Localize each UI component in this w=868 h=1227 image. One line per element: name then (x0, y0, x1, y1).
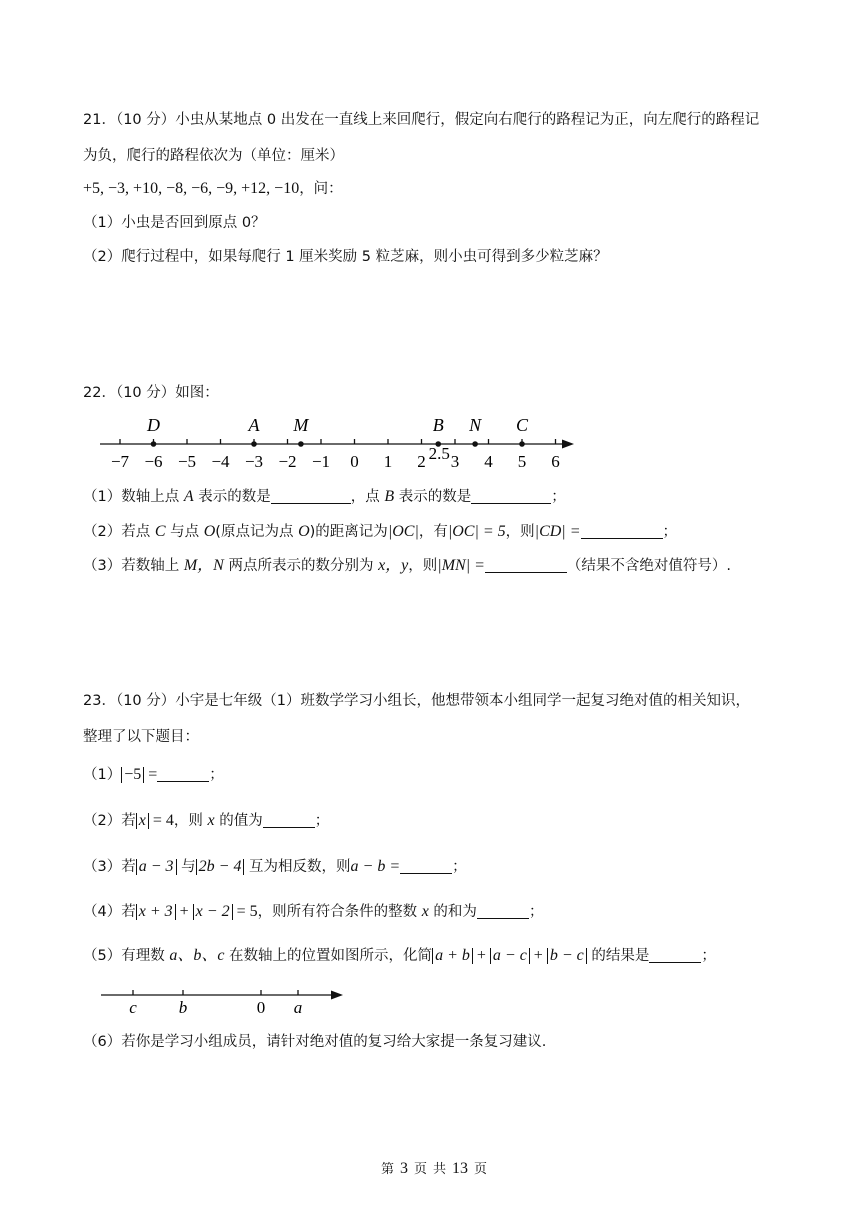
page-footer: 第 3 页 共 13 页 (380, 1160, 488, 1177)
q21-distances: +5, −3, +10, −8, −6, −9, +12, −10 (83, 180, 300, 197)
q23-number-line (95, 982, 355, 1018)
q22-sub1: （1）数轴上点 A 表示的数是 ，点 B 表示的数是 ； (83, 488, 566, 505)
tick-label: 1 (383, 452, 393, 471)
tick-label: 4 (484, 452, 493, 471)
q23-sub6: （6）若你是学习小组成员，请针对绝对值的复习给大家提一条复习建议. (83, 1034, 547, 1050)
page-total: 13 (452, 1160, 469, 1177)
arrow-head-icon (562, 440, 574, 449)
q21-sub1: （1）小虫是否回到原点 0？ (83, 215, 266, 231)
q22-sub3: （3）若数轴上 M，N 两点所表示的数分别为 x，y，则|MN| = （结果不含绝对值符号）. (83, 557, 731, 574)
point-label-b: B (432, 415, 444, 435)
tick-label: −2 (278, 452, 297, 471)
answer-blank-23-1[interactable] (157, 765, 209, 782)
q22-head: 22．（10 分）如图： (83, 385, 219, 401)
q21-distances-tail: ，问： (299, 181, 343, 197)
answer-blank-a[interactable] (271, 487, 351, 504)
axis-label-b: b (178, 998, 188, 1017)
tick-label: −6 (144, 452, 163, 471)
point-label-a: A (248, 415, 260, 435)
tick-label: 3 (450, 452, 460, 471)
tick-label: −4 (211, 452, 230, 471)
q23-line2: 整理了以下题目： (83, 729, 199, 745)
tick-label: 0 (350, 452, 359, 471)
q23-sub4: （4）若 x + 3 + x − 2 = 5，则所有符合条件的整数 x 的和为 ； (83, 903, 544, 920)
answer-blank-23-3[interactable] (400, 857, 452, 874)
point-d (151, 441, 157, 447)
point-m (298, 441, 304, 447)
point-a (251, 441, 257, 447)
point-label-n: N (469, 415, 482, 435)
axis-label-c: c (129, 998, 137, 1017)
q23-sub2: （2）若 x = 4，则 x 的值为 ； (83, 812, 330, 829)
tick-label: 6 (551, 452, 560, 471)
answer-blank-cd[interactable] (581, 522, 663, 539)
q23-line1: 23．（10 分）小宇是七年级（1）班数学学习小组长，他想带领本小组同学一起复习绝对值的相关知识， (83, 693, 750, 709)
q22-number-line (90, 410, 590, 476)
answer-blank-23-5[interactable] (649, 946, 701, 963)
point-label-m: M (293, 415, 309, 435)
tick-label: 5 (517, 452, 527, 471)
tick-label: −3 (244, 452, 264, 471)
arrow-head-icon (331, 991, 343, 1000)
page-number: 3 (399, 1160, 408, 1177)
q22-sub2: （2）若点 C 与点 O(原点记为点 O)的距离记为|OC|，有|OC| = 5，则|CD| = ； (83, 523, 677, 540)
tick-label: −7 (110, 452, 130, 471)
answer-blank-23-2[interactable] (263, 811, 315, 828)
point-c (519, 441, 525, 447)
axis-label-zero: 0 (256, 998, 266, 1017)
answer-blank-23-4[interactable] (477, 902, 529, 919)
q21-line2: 为负，爬行的路程依次为（单位：厘米） (83, 148, 344, 164)
q23-sub5: （5）有理数 a、b、c 在数轴上的位置如图所示，化简 a + b + a − c + b − c 的结果是 ； (83, 947, 716, 964)
q23-sub1: （1） −5 = ； (83, 766, 224, 783)
answer-blank-mn[interactable] (485, 556, 567, 573)
point-label-c: C (515, 415, 529, 435)
tick-label: 2 (417, 452, 426, 471)
answer-blank-b[interactable] (471, 487, 551, 504)
q21-sub2: （2）爬行过程中，如果每爬行 1 厘米奖励 5 粒芝麻，则小虫可得到多少粒芝麻？ (83, 249, 608, 265)
q21-line1: 21．（10 分）小虫从某地点 0 出发在一直线上来回爬行，假定向右爬行的路程记为正，向左爬行的路程记 (83, 112, 760, 128)
q21-distances-line (83, 179, 343, 199)
axis-label-a: a (293, 998, 303, 1017)
tick-label: −5 (177, 452, 197, 471)
tick-label: −1 (311, 452, 331, 471)
b-value-label: 2.5 (428, 444, 450, 463)
point-label-d: D (147, 415, 160, 435)
q23-sub3: （3）若 a − 3 与 2b − 4 互为相反数，则a − b = ； (83, 858, 467, 875)
point-n (472, 441, 478, 447)
